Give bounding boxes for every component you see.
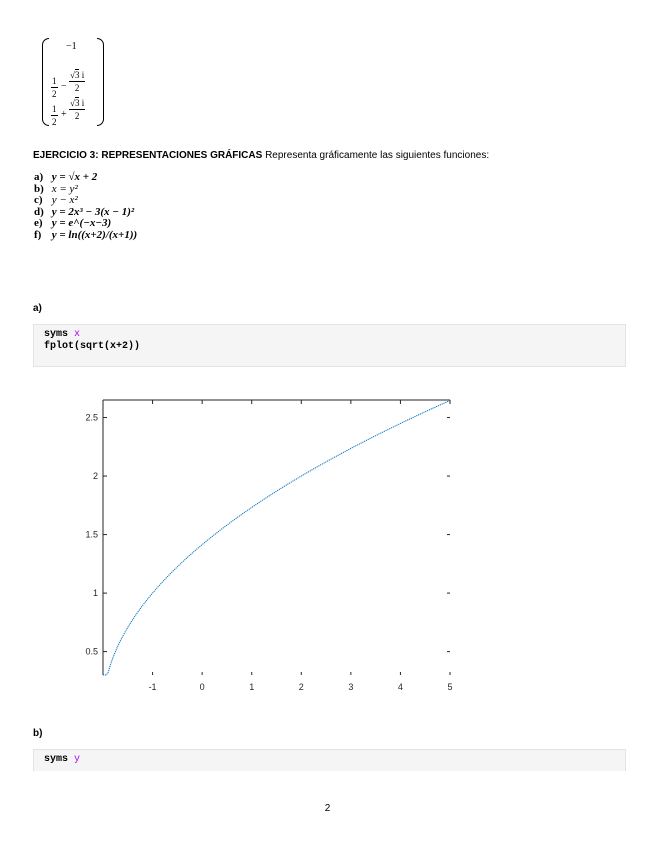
function-plot (0, 380, 655, 700)
list-item: a) y = √x + 2 (34, 171, 98, 183)
y-tick-label: 1 (92, 588, 98, 599)
list-item: e) y = e^(−x−3) (34, 217, 112, 229)
code-line: syms y (44, 754, 81, 765)
page-number: 2 (324, 803, 331, 814)
exercise-text: Representa gráficamente las siguientes funciones: (265, 150, 490, 161)
matrix-left-paren (42, 38, 49, 126)
matrix-row-2-op: − (61, 81, 67, 92)
list-item: f) y = ln((x+2)/(x+1)) (34, 228, 138, 241)
y-tick-label: 2 (92, 471, 98, 482)
code-line: syms x (44, 329, 81, 340)
section-a-label: a) (33, 303, 42, 314)
matrix-row-2-imag: $\frac{√3 i}{2}$ (70, 70, 85, 93)
solution-matrix (42, 38, 104, 126)
x-tick-label: 1 (249, 682, 255, 692)
x-tick-label: 0 (199, 682, 205, 692)
section-b-label: b) (33, 728, 43, 739)
matrix-row-3-real: $\frac{1}{2}$ (52, 104, 57, 127)
matrix-row-2-real: $\frac{1}{2}$ (52, 76, 57, 99)
x-tick-label: -1 (148, 682, 157, 692)
exercise-heading (33, 150, 489, 161)
x-tick-label: 3 (348, 682, 354, 692)
code-line: fplot(sqrt(x+2)) (44, 341, 141, 352)
y-tick-label: 1.5 (85, 529, 98, 540)
series-line (103, 401, 450, 676)
matrix-row-3-op: + (61, 109, 67, 120)
matrix-row-3-imag: $\frac{√3 i}{2}$ (70, 98, 85, 121)
matrix-row-1: −1 (66, 41, 77, 52)
x-tick-label: 2 (298, 682, 304, 692)
exercise-title: EJERCICIO 3: REPRESENTACIONES GRÁFICAS (33, 150, 263, 161)
code-block-a (33, 324, 626, 367)
y-tick-label: 2.5 (85, 412, 98, 423)
matrix-right-paren (97, 38, 104, 126)
list-item: b) x = y² (34, 182, 78, 195)
x-tick-label: 5 (447, 682, 453, 692)
list-item: d) y = 2x³ − 3(x − 1)² (34, 205, 135, 218)
code-block-b (33, 749, 626, 771)
list-item: c) y − x² (34, 194, 78, 206)
function-list (34, 172, 137, 241)
y-tick-label: 0.5 (85, 646, 98, 657)
x-tick-label: 4 (397, 682, 403, 692)
